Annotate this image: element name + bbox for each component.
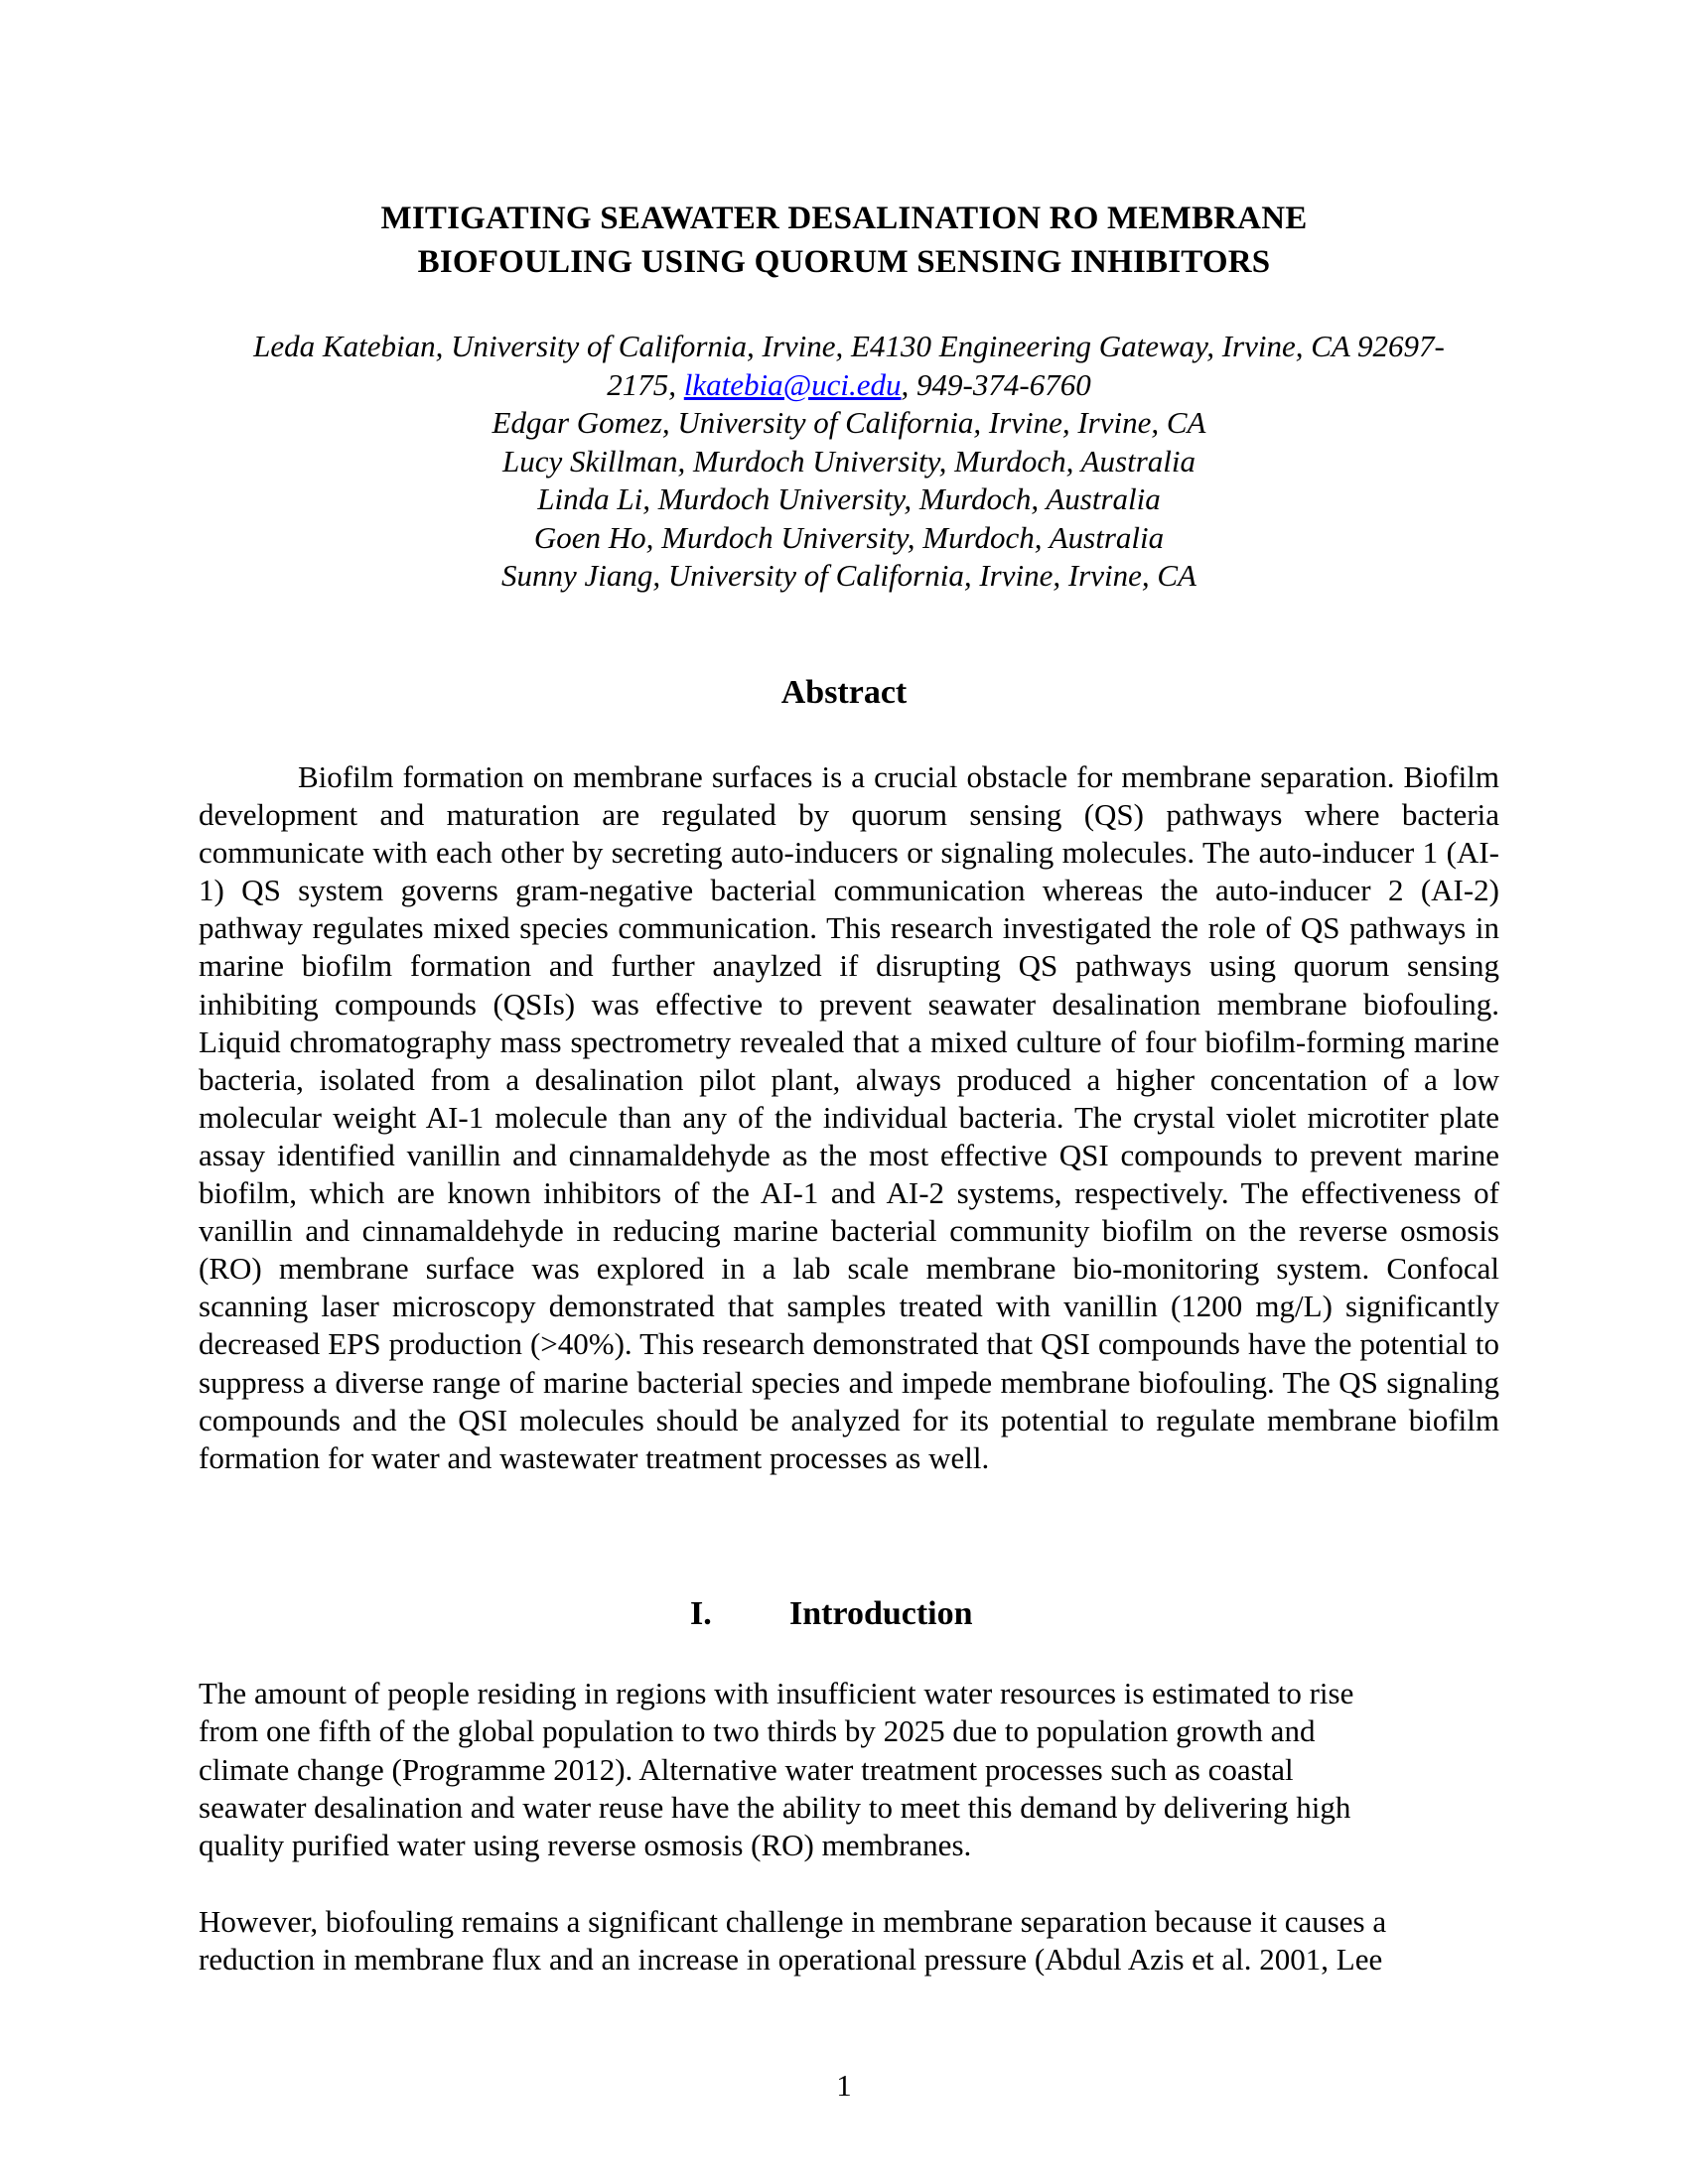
text-line: reduction in membrane flux and an increase in operational pressure (Abdul Azis et al. 2001, Lee <box>199 1942 1383 1978</box>
text-line: from one fifth of the global population to two thirds by 2025 due to population growth and <box>199 1713 1316 1749</box>
author-5: Goen Ho, Murdoch University, Murdoch, Australia <box>533 519 1165 555</box>
author-4: Linda Li, Murdoch University, Murdoch, Australia <box>537 481 1161 516</box>
intro-paragraph-1 <box>199 1675 1509 1864</box>
author-1-phone: , 949-374-6760 <box>901 366 1091 402</box>
author-1-zip-suffix: 2175, <box>607 366 684 402</box>
author-6: Sunny Jiang, University of California, Irvine, Irvine, CA <box>501 558 1196 593</box>
author-2: Edgar Gomez, University of California, Irvine, Irvine, CA <box>492 405 1206 440</box>
paper-title-line-2: BIOFOULING USING QUORUM SENSING INHIBITORS <box>417 244 1271 280</box>
section-number: I. <box>690 1595 712 1632</box>
author-1-email-link[interactable]: lkatebia@uci.edu <box>683 366 902 402</box>
page-number: 1 <box>836 2068 852 2103</box>
text-line: climate change (Programme 2012). Alternative water treatment processes such as coastal <box>199 1751 1294 1787</box>
text-line: quality purified water using reverse osmosis (RO) membranes. <box>199 1828 972 1863</box>
section-title: Introduction <box>789 1595 973 1632</box>
author-list <box>199 328 1499 596</box>
abstract-heading: Abstract <box>780 674 908 711</box>
abstract-body: Biofilm formation on membrane surfaces is a crucial obstacle for membrane separation. Biofilm development and maturation are regulated by quorum sensing (QS) pathways where bacteria communicate with each other by secreting auto-inducers or signaling molecules. The auto-inducer 1 (AI-1) QS system governs gram-negative bacterial communication whereas the auto-inducer 2 (AI-2) pathway regulates mixed species communication. This research investigated the role of QS pathways in marine biofilm formation and further anaylzed if disrupting QS pathways using quorum sensing inhibiting compounds (QSIs) was effective to prevent seawater desalination membrane biofouling. Liquid chromatography mass spectrometry revealed that a mixed culture of four biofilm-forming marine bacteria, isolated from a desalination pilot plant, always produced a higher concentation of a low molecular weight AI-1 molecule than any of the individual bacteria. The crystal violet microtiter plate assay identified vanillin and cinnamaldehyde as the most effective QSI compounds to prevent marine biofilm, which are known inhibitors of the AI-1 and AI-2 systems, respectively. The effectiveness of vanillin and cinnamaldehyde in reducing marine bacterial community biofilm on the reverse osmosis (RO) membrane surface was explored in a lab scale membrane bio-monitoring system. Confocal scanning laser microscopy demonstrated that samples treated with vanillin (1200 mg/L) significantly decreased EPS production (>40%). This research demonstrated that QSI compounds have the potential to suppress a diverse range of marine bacterial species and impede membrane biofouling. The QS signaling compounds and the QSI molecules should be analyzed for its potential to regulate membrane biofilm formation for water and wastewater treatment processes as well. <box>199 759 1499 1475</box>
text-line: seawater desalination and water reuse have the ability to meet this demand by delivering high <box>199 1789 1351 1825</box>
author-3: Lucy Skillman, Murdoch University, Murdoch, Australia <box>502 443 1196 478</box>
text-line: However, biofouling remains a significant challenge in membrane separation because it causes a <box>199 1904 1387 1939</box>
intro-paragraph-2 <box>199 1903 1509 1979</box>
paper-title <box>0 197 1688 284</box>
author-1-contact <box>199 366 1499 405</box>
text-line: The amount of people residing in regions with insufficient water resources is estimated to rise <box>199 1676 1354 1710</box>
author-1-affiliation: Leda Katebian, University of California, Irvine, E4130 Engineering Gateway, Irvine, CA 92697- <box>253 329 1445 363</box>
paper-title-line-1: MITIGATING SEAWATER DESALINATION RO MEMBRANE <box>380 201 1308 236</box>
